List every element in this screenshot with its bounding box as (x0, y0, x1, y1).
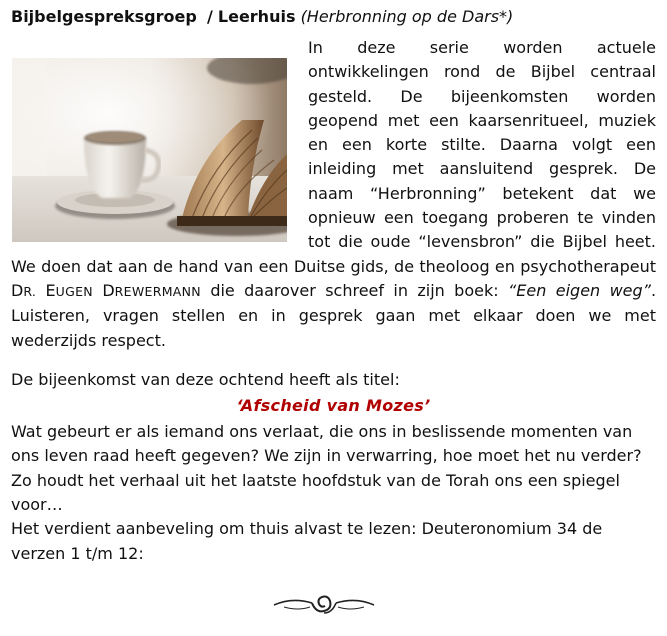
session-lead: De bijeenkomst van deze ochtend heeft als titel: (11, 369, 400, 389)
author-name: EUGEN DREWERMANN (45, 280, 201, 300)
session-title: ‘Afscheid van Mozes’ (236, 396, 431, 416)
book-title: “Een eigen weg” (508, 280, 651, 300)
heading-parenthetical: (Herbronning op de Dars*) (300, 7, 514, 26)
intro-text-end: . Luisteren, vragen stellen en in gesprek gaan met elkaar doen we met wederzijds respect. (11, 280, 657, 350)
session-recommendation: Het verdient aanbeveling om thuis alvast te lezen: Deuteronomium 34 de verzen 1 t/m 12: (11, 519, 603, 563)
heading-title-part2: Leerhuis (217, 7, 296, 26)
article (11, 6, 656, 566)
article-heading (11, 6, 656, 28)
teacup-book-photo (12, 58, 287, 242)
heading-title-part1: Bijbelgespreksgroep (11, 7, 197, 26)
session-description: Wat gebeurt er als iemand ons verlaat, die ons in beslissende momenten van ons leven raad heeft gegeven? We zijn in verwarring, hoe moet het nu verder? Zo houdt het verhaal uit het laatste hoofdstuk van de Torah ons een spiegel voor… (11, 422, 642, 515)
teacup-and-open-book-photo-icon (12, 58, 287, 242)
intro-text: In deze serie worden actuele ontwikkelingen rond de Bijbel centraal gesteld. De bijeenkomsten worden geopend met een kaarsenritueel, muziek en een korte stilte. Daarna volgt een inleiding met aansluitend gesprek. De naam “Herbronning” betekent dat we opnieuw een toegang proberen te vinden tot die oude “levensbron” die Bijbel heet. We doen dat aan de hand van een Duitse gids, de theoloog en psychotherapeut (11, 38, 656, 276)
intro-text-2: die daarover schreef in zijn boek: (210, 280, 499, 300)
swirl-divider-icon (272, 587, 376, 623)
heading-separator: / (206, 7, 213, 26)
name-prefix: DR. (11, 280, 37, 300)
